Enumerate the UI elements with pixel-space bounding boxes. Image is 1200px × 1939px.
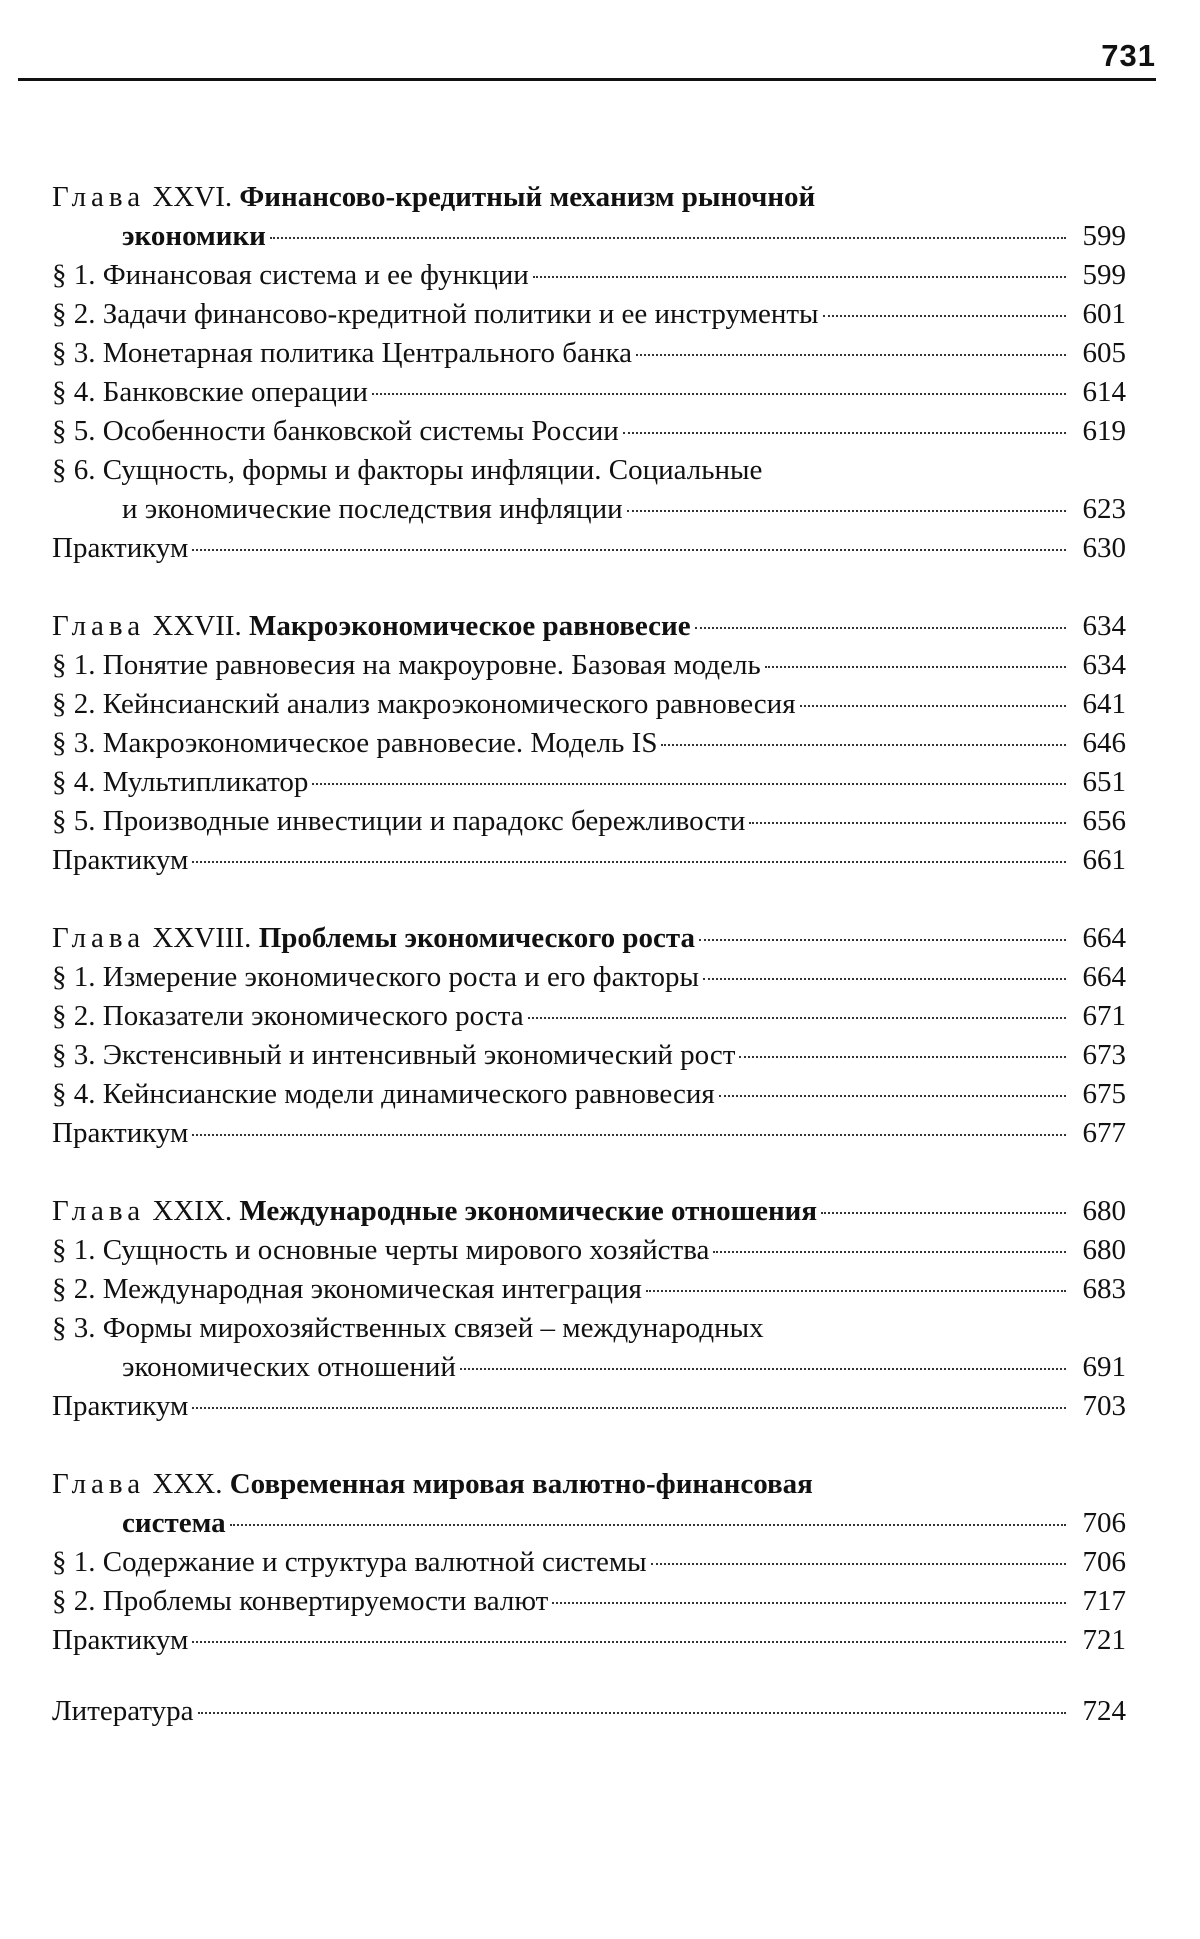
section-title: § 6. Сущность, формы и факторы инфляции. Социальные	[52, 454, 763, 486]
section-title: § 3. Макроэкономическое равновесие. Модель IS	[52, 727, 658, 759]
section-title: § 3. Формы мирохозяйственных связей – международных	[52, 1312, 764, 1344]
page-ref: 675	[1082, 1078, 1126, 1110]
section-title-continued: и экономические последствия инфляции	[122, 493, 623, 525]
dot-leader	[823, 315, 1066, 317]
practicum-title: Практикум	[52, 1117, 189, 1149]
dot-leader	[739, 1056, 1066, 1058]
page-ref: 664	[1082, 922, 1126, 954]
page-ref: 623	[1082, 493, 1126, 525]
chapter-heading	[52, 1192, 1126, 1231]
section-title: § 1. Финансовая система и ее функции	[52, 259, 529, 291]
chapter-title: Проблемы экономического роста	[258, 922, 695, 954]
dot-leader	[646, 1290, 1066, 1292]
dot-leader	[552, 1602, 1066, 1604]
chapter-28	[52, 919, 1126, 1153]
dot-leader	[623, 432, 1066, 434]
chapter-heading	[52, 607, 1126, 646]
dot-leader	[192, 1407, 1066, 1409]
chapter-numeral: XXIX.	[152, 1195, 233, 1227]
chapter-prefix: Глава	[52, 922, 146, 954]
page-ref: 706	[1082, 1507, 1126, 1539]
page-ref: 646	[1082, 727, 1126, 759]
chapter-heading-continued	[52, 1504, 1126, 1543]
practicum-entry	[52, 1387, 1126, 1426]
page-ref: 634	[1082, 610, 1126, 642]
chapter-prefix: Глава	[52, 1468, 146, 1500]
practicum-title: Практикум	[52, 532, 189, 564]
section-title-continued: экономических отношений	[122, 1351, 456, 1383]
chapter-30	[52, 1465, 1126, 1660]
section-entry	[52, 334, 1126, 373]
page-ref: 671	[1082, 1000, 1126, 1032]
section-title: § 1. Сущность и основные черты мирового хозяйства	[52, 1234, 710, 1266]
page-ref: 724	[1082, 1695, 1126, 1727]
section-entry	[52, 373, 1126, 412]
chapter-heading	[52, 1465, 1126, 1504]
chapter-prefix: Глава	[52, 181, 146, 213]
section-title: § 2. Международная экономическая интеграция	[52, 1273, 642, 1305]
section-title: § 4. Банковские операции	[52, 376, 368, 408]
page-ref: 680	[1082, 1195, 1126, 1227]
section-entry	[52, 1231, 1126, 1270]
dot-leader	[533, 276, 1066, 278]
section-entry	[52, 451, 1126, 490]
section-title: § 5. Особенности банковской системы России	[52, 415, 619, 447]
page-ref: 706	[1082, 1546, 1126, 1578]
chapter-27	[52, 607, 1126, 880]
section-entry	[52, 1036, 1126, 1075]
section-title: § 2. Показатели экономического роста	[52, 1000, 524, 1032]
page-ref: 691	[1082, 1351, 1126, 1383]
practicum-entry	[52, 1114, 1126, 1153]
practicum-entry	[52, 529, 1126, 568]
page-ref: 677	[1082, 1117, 1126, 1149]
chapter-heading	[52, 178, 1126, 217]
page-ref: 599	[1082, 259, 1126, 291]
page-ref: 664	[1082, 961, 1126, 993]
section-entry	[52, 685, 1126, 724]
page-ref: 680	[1082, 1234, 1126, 1266]
dot-leader	[192, 549, 1066, 551]
practicum-title: Практикум	[52, 1390, 189, 1422]
chapter-29	[52, 1192, 1126, 1426]
page-ref: 673	[1082, 1039, 1126, 1071]
section-title: § 4. Мультипликатор	[52, 766, 309, 798]
dot-leader	[270, 237, 1066, 239]
practicum-entry	[52, 841, 1126, 880]
section-entry	[52, 1270, 1126, 1309]
page-ref: 614	[1082, 376, 1126, 408]
section-title: § 1. Понятие равновесия на макроуровне. Базовая модель	[52, 649, 761, 681]
section-entry	[52, 1582, 1126, 1621]
literature-entry	[52, 1692, 1126, 1731]
page-ref: 656	[1082, 805, 1126, 837]
section-title: § 1. Содержание и структура валютной системы	[52, 1546, 647, 1578]
dot-leader	[651, 1563, 1066, 1565]
chapter-title: Финансово-кредитный механизм рыночной	[239, 181, 816, 213]
dot-leader	[627, 510, 1066, 512]
section-title: § 1. Измерение экономического роста и его факторы	[52, 961, 699, 993]
chapter-numeral: XXVII.	[152, 610, 242, 642]
chapter-numeral: XXVIII.	[152, 922, 252, 954]
dot-leader	[765, 666, 1066, 668]
dot-leader	[695, 627, 1066, 629]
section-entry	[52, 646, 1126, 685]
section-entry	[52, 1075, 1126, 1114]
section-entry-continued	[52, 490, 1126, 529]
section-title: § 2. Кейнсианский анализ макроэкономического равновесия	[52, 688, 796, 720]
page-ref: 703	[1082, 1390, 1126, 1422]
chapter-title: Современная мировая валютно-финансовая	[229, 1468, 813, 1500]
section-entry	[52, 802, 1126, 841]
dot-leader	[230, 1524, 1066, 1526]
chapter-prefix: Глава	[52, 610, 146, 642]
practicum-title: Практикум	[52, 1624, 189, 1656]
dot-leader	[703, 978, 1066, 980]
dot-leader	[312, 783, 1066, 785]
dot-leader	[192, 1134, 1066, 1136]
page-ref: 683	[1082, 1273, 1126, 1305]
dot-leader	[719, 1095, 1066, 1097]
section-entry	[52, 997, 1126, 1036]
page-ref: 641	[1082, 688, 1126, 720]
dot-leader	[198, 1712, 1066, 1714]
dot-leader	[192, 1641, 1066, 1643]
chapter-title: Макроэкономическое равновесие	[249, 610, 691, 642]
dot-leader	[460, 1368, 1066, 1370]
page-ref: 605	[1082, 337, 1126, 369]
section-title: § 3. Экстенсивный и интенсивный экономический рост	[52, 1039, 736, 1071]
page-ref: 601	[1082, 298, 1126, 330]
section-entry	[52, 958, 1126, 997]
section-title: § 2. Проблемы конвертируемости валют	[52, 1585, 549, 1617]
page-ref: 599	[1082, 220, 1126, 252]
page-ref: 619	[1082, 415, 1126, 447]
section-title: § 2. Задачи финансово-кредитной политики и ее инструменты	[52, 298, 819, 330]
section-entry	[52, 295, 1126, 334]
dot-leader	[713, 1251, 1066, 1253]
section-entry	[52, 763, 1126, 802]
section-title: § 4. Кейнсианские модели динамического равновесия	[52, 1078, 715, 1110]
practicum-title: Практикум	[52, 844, 189, 876]
dot-leader	[661, 744, 1066, 746]
section-entry-continued	[52, 1348, 1126, 1387]
section-entry	[52, 412, 1126, 451]
page-ref: 661	[1082, 844, 1126, 876]
dot-leader	[192, 861, 1066, 863]
page-ref: 630	[1082, 532, 1126, 564]
section-entry	[52, 256, 1126, 295]
table-of-contents	[52, 178, 1126, 1731]
section-title: § 5. Производные инвестиции и парадокс бережливости	[52, 805, 746, 837]
page-ref: 651	[1082, 766, 1126, 798]
chapter-numeral: XXVI.	[152, 181, 233, 213]
page-ref: 634	[1082, 649, 1126, 681]
page-ref: 721	[1082, 1624, 1126, 1656]
section-title: § 3. Монетарная политика Центрального банка	[52, 337, 632, 369]
dot-leader	[821, 1212, 1066, 1214]
chapter-title-continued: система	[122, 1507, 226, 1539]
dot-leader	[636, 354, 1066, 356]
chapter-26	[52, 178, 1126, 568]
dot-leader	[528, 1017, 1066, 1019]
chapter-title-continued: экономики	[122, 220, 266, 252]
chapter-prefix: Глава	[52, 1195, 146, 1227]
chapter-heading	[52, 919, 1126, 958]
dot-leader	[699, 939, 1066, 941]
dot-leader	[800, 705, 1066, 707]
practicum-entry	[52, 1621, 1126, 1660]
chapter-numeral: XXX.	[152, 1468, 223, 1500]
header-rule	[18, 78, 1156, 81]
section-entry	[52, 724, 1126, 763]
dot-leader	[372, 393, 1066, 395]
chapter-title: Международные экономические отношения	[239, 1195, 818, 1227]
page-number: 731	[1101, 38, 1156, 73]
dot-leader	[749, 822, 1066, 824]
section-entry	[52, 1543, 1126, 1582]
literature-title: Литература	[52, 1695, 194, 1727]
section-entry	[52, 1309, 1126, 1348]
page-ref: 717	[1082, 1585, 1126, 1617]
chapter-heading-continued	[52, 217, 1126, 256]
